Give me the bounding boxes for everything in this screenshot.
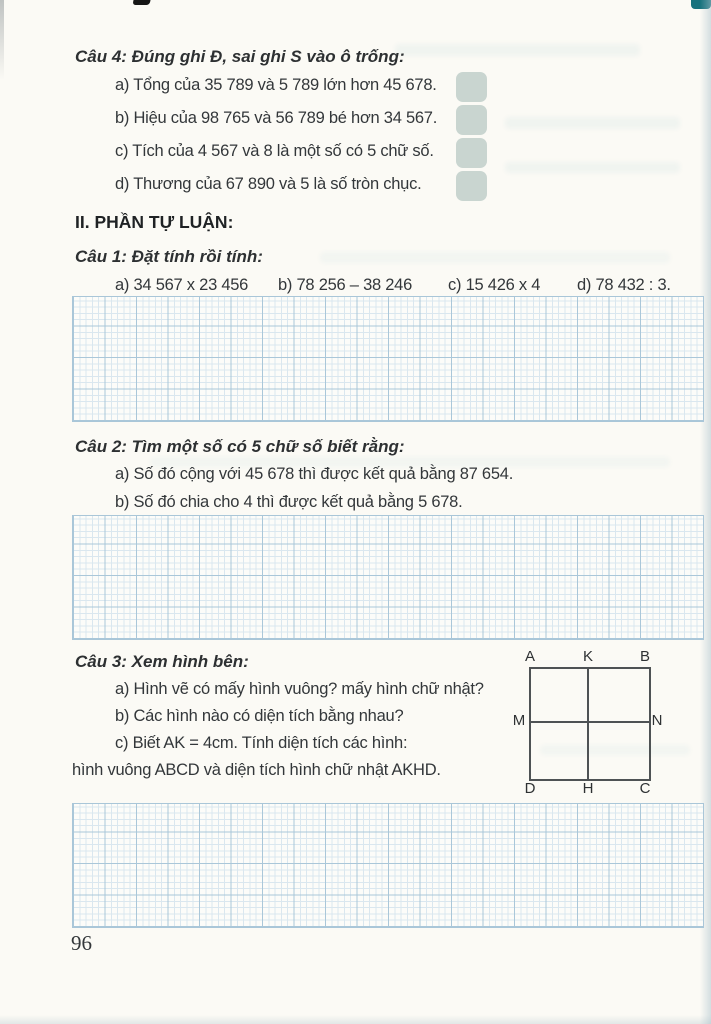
page-number: 96 xyxy=(71,931,92,955)
cau2-item-a: a) Số đó cộng với 45 678 thì được kết quả bằng 87 654. xyxy=(115,465,514,483)
cau3-heading: Câu 3: Xem hình bên: xyxy=(75,652,249,671)
figure-label-d: D xyxy=(524,780,536,797)
scan-edge-left xyxy=(0,0,4,80)
cau3-item-a: a) Hình vẽ có mấy hình vuông? mấy hình chữ nhật? xyxy=(115,680,484,698)
geometry-figure xyxy=(510,648,678,816)
work-grid-cau2[interactable] xyxy=(72,515,704,640)
work-grid-cau3[interactable] xyxy=(72,803,704,928)
figure-label-n: N xyxy=(651,712,663,729)
section-heading: II. PHẦN TỰ LUẬN: xyxy=(75,212,234,232)
figure-label-h: H xyxy=(582,780,594,797)
figure-line-mn xyxy=(529,721,649,723)
figure-line-kh xyxy=(587,667,589,779)
work-grid-cau1[interactable] xyxy=(72,296,704,422)
cau1-item-d: d) 78 432 : 3. xyxy=(577,276,671,294)
figure-label-m: M xyxy=(512,712,526,729)
answer-box-c[interactable] xyxy=(456,138,487,168)
scan-artifact-top xyxy=(132,0,150,5)
figure-label-a: A xyxy=(524,648,535,665)
bleed-through-smudge xyxy=(395,44,640,56)
cau4-item-c: c) Tích của 4 567 và 8 là một số có 5 chữ số. xyxy=(115,142,434,160)
bleed-through-smudge xyxy=(505,117,680,129)
answer-box-b[interactable] xyxy=(456,105,487,135)
bleed-through-smudge xyxy=(320,252,670,263)
cau2-item-b: b) Số đó chia cho 4 thì được kết quả bằng 5 678. xyxy=(115,493,463,511)
figure-square-abcd xyxy=(529,667,651,781)
answer-box-d[interactable] xyxy=(456,171,487,201)
cau3-item-c: c) Biết AK = 4cm. Tính diện tích các hình: xyxy=(115,734,408,752)
cau1-item-c: c) 15 426 x 4 xyxy=(448,276,541,294)
cau4-item-a: a) Tổng của 35 789 và 5 789 lớn hơn 45 678. xyxy=(115,76,437,94)
scan-edge-bottom xyxy=(0,1015,711,1024)
cau3-item-b: b) Các hình nào có diện tích bằng nhau? xyxy=(115,707,404,725)
cau1-item-b: b) 78 256 – 38 246 xyxy=(278,276,413,294)
figure-label-k: K xyxy=(582,648,593,665)
figure-label-c: C xyxy=(639,780,651,797)
bleed-through-smudge xyxy=(505,162,680,173)
cau4-item-b: b) Hiệu của 98 765 và 56 789 bé hơn 34 567. xyxy=(115,109,438,127)
cau4-item-d: d) Thương của 67 890 và 5 là số tròn chục. xyxy=(115,175,422,193)
cau1-item-a: a) 34 567 x 23 456 xyxy=(115,276,249,294)
cau2-heading: Câu 2: Tìm một số có 5 chữ số biết rằng: xyxy=(75,437,405,456)
answer-box-a[interactable] xyxy=(456,72,487,102)
cau1-heading: Câu 1: Đặt tính rồi tính: xyxy=(75,247,263,266)
cau3-continuation: hình vuông ABCD và diện tích hình chữ nhật AKHD. xyxy=(72,761,441,779)
cau4-heading: Câu 4: Đúng ghi Đ, sai ghi S vào ô trống: xyxy=(75,47,405,66)
figure-label-b: B xyxy=(639,648,650,665)
